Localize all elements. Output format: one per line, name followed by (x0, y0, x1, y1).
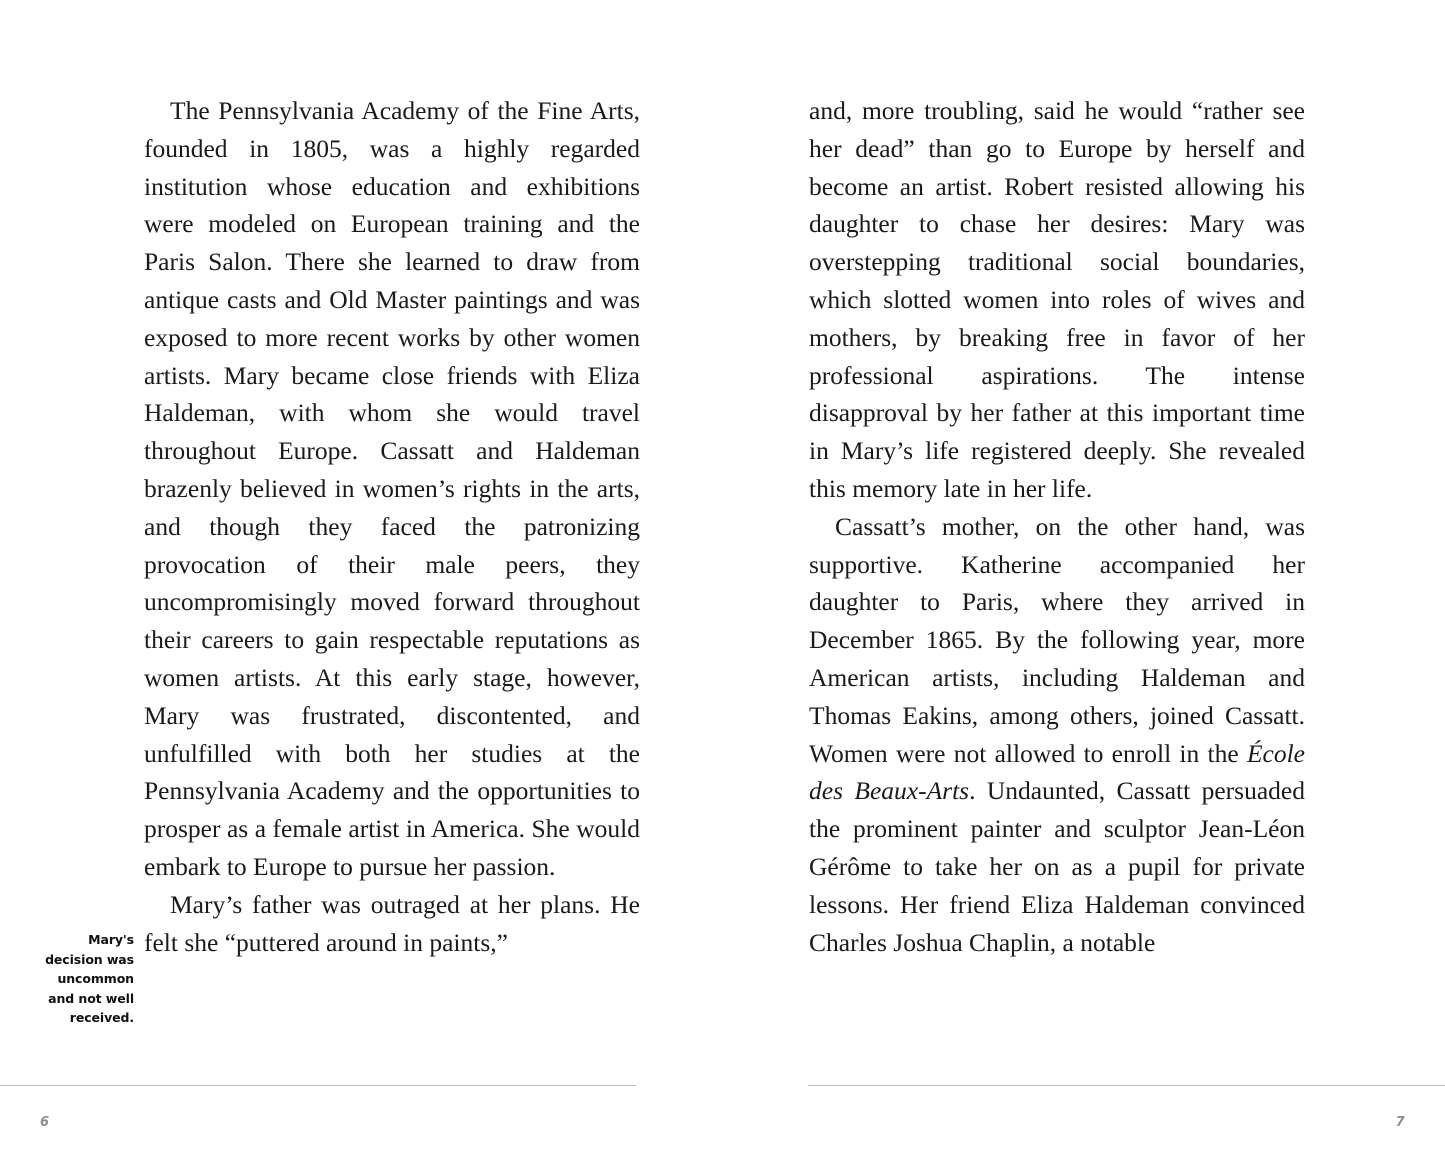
left-paragraph-1: The Pennsylvania Academy of the Fine Arts, founded in 1805, was a highly regarded institution whose education and exhibitions were modeled on European training and the Paris Salon. There she learned to draw from antique casts and Old Master paintings and was exposed to more recent works by other women artists. Mary became close friends with Eliza Haldeman, with whom she would travel throughout Europe. Cassatt and Haldeman brazenly believed in women’s rights in the arts, and though they faced the patronizing provocation of their male peers, they uncompromisingly moved forward throughout their careers to gain respectable reputations as women artists. At this early stage, however, Mary was frustrated, discontented, and unfulfilled with both her studies at the Pennsylvania Academy and the opportunities to prosper as a female artist in America. She would embark to Europe to pursue her passion. (144, 96, 640, 881)
right-page-text-column (809, 92, 1305, 961)
right-paragraph-2-part-2: . Undaunted, Cassatt persuaded the prominent painter and sculptor Jean-Léon Gérôme to take her on as a pupil for private lessons. Her friend Eliza Haldeman convinced Charles Joshua Chaplin, a notable (809, 776, 1305, 957)
right-page-number: 7 (1395, 1115, 1405, 1130)
right-paragraph-2 (809, 508, 1305, 962)
right-paragraph-1: and, more troubling, said he would “rather see her dead” than go to Europe by herself and become an artist. Robert resisted allowing his daughter to chase her desires: Mary was overstepping traditional social boundaries, which slotted women into roles of wives and mothers, by breaking free in favor of her professional aspirations. The intense disapproval by her father at this important time in Mary’s life registered deeply. She revealed this memory late in her life. (809, 96, 1305, 503)
right-page (723, 0, 1445, 1174)
left-page-footer-rule (0, 1085, 636, 1086)
left-paragraph-2: Mary’s father was outraged at her plans. He felt she “puttered around in paints,” (144, 889, 640, 957)
right-paragraph-2-part-1: Cassatt’s mother, on the other hand, was supportive. Katherine accompanied her daughter to Paris, where they arrived in December 1865. By the following year, more American artists, including Haldeman and Thomas Eakins, among others, joined Cassatt. Women were not allowed to enroll in the (809, 511, 1305, 768)
margin-note-line-1: Mary's (88, 932, 134, 947)
margin-note-line-2: decision was (45, 951, 134, 967)
left-page (0, 0, 722, 1174)
left-page-text-column (144, 92, 640, 961)
margin-note-line-3: uncommon (57, 971, 134, 986)
margin-note-line-4: and not well (48, 990, 134, 1006)
left-page-number: 6 (40, 1115, 50, 1130)
ecole-des-beaux-arts-italic: École des Beaux-Arts (809, 738, 1305, 806)
margin-note-line-5: received. (69, 1010, 134, 1025)
right-page-footer-rule (808, 1085, 1445, 1086)
margin-note (20, 930, 134, 1028)
